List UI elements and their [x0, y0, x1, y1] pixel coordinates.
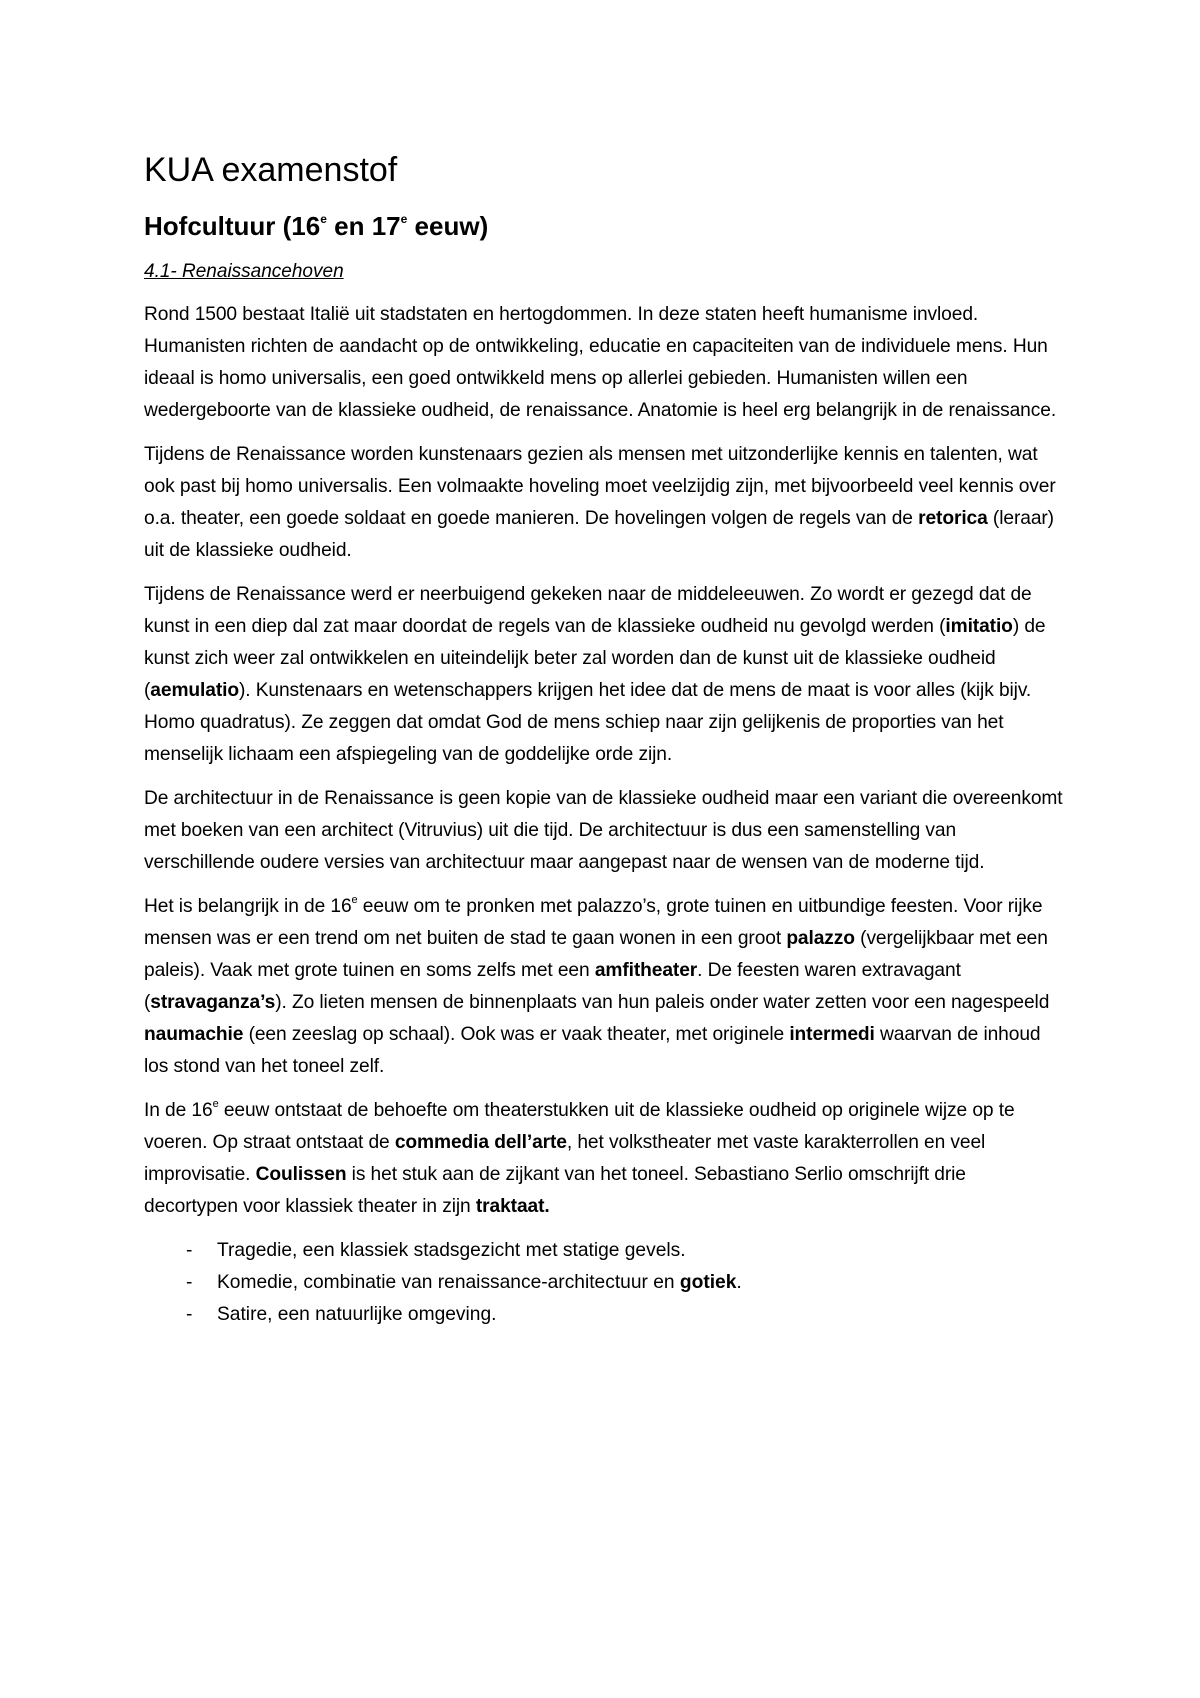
paragraph-5 — [144, 891, 1064, 1083]
text-run: . De feesten waren extravagant ( — [144, 959, 961, 1013]
superscript: e — [400, 211, 408, 226]
bold-term: gotiek — [679, 1271, 737, 1293]
bold-term: aemulatio — [150, 679, 239, 701]
section-title-part: en 17 — [326, 210, 401, 241]
bold-term: amfitheater — [594, 959, 698, 981]
subsection-title: 4.1- Renaissancehoven — [144, 260, 344, 282]
text-run: (vergelijkbaar met een paleis). Vaak met grote tuinen en soms zelfs met een — [144, 927, 1048, 981]
dash-bullet: - — [186, 1303, 193, 1325]
section-title-part: Hofcultuur (16 — [144, 210, 321, 241]
paragraph-3 — [144, 579, 1064, 771]
list-item — [144, 1299, 1064, 1331]
list-item-text: Satire, een natuurlijke omgeving. — [217, 1303, 497, 1325]
section-title — [144, 211, 1064, 242]
text-run: eeuw ontstaat de behoefte om theaterstukken uit de klassieke oudheid op originele wijze op te voeren. Op straat ontstaat de — [144, 1099, 1015, 1153]
bold-term: commedia dell’arte — [394, 1131, 567, 1153]
text-run: In de 16 — [144, 1099, 213, 1121]
bold-term: stravaganza’s — [150, 991, 276, 1013]
list-item — [144, 1267, 1064, 1299]
superscript: e — [320, 211, 327, 226]
dash-bullet: - — [186, 1271, 193, 1293]
text-run: Tijdens de Renaissance worden kunstenaars gezien als mensen met uitzonderlijke kennis en talenten, wat ook past bij homo universalis. Een volmaakte hoveling moet veelzijdig zijn, met bijvoorbeeld veel kennis over o.a. theater, een goede soldaat en goede manieren. De hovelingen volgen de regels van de — [144, 443, 1056, 529]
list-item-text: . — [736, 1271, 742, 1293]
text-run: waarvan de inhoud los stond van het toneel zelf. — [144, 1023, 1041, 1077]
list-item-text: Tragedie, een klassiek stadsgezicht met statige gevels. — [217, 1239, 686, 1261]
text-run: eeuw om te pronken met palazzo’s, grote tuinen en uitbundige feesten. Voor rijke mensen was er een trend om net buiten de stad te gaan wonen in een groot — [144, 895, 1043, 949]
text-run: Het is belangrijk in de 16 — [144, 895, 352, 917]
bold-term: palazzo — [786, 927, 855, 949]
text-run: is het stuk aan de zijkant van het toneel. Sebastiano Serlio omschrijft drie decortypen voor klassiek theater in zijn — [144, 1163, 966, 1217]
paragraph-6 — [144, 1095, 1064, 1223]
document-title: KUA examenstof — [144, 151, 398, 189]
bold-term: imitatio — [945, 615, 1013, 637]
text-run: (leraar) uit de klassieke oudheid. — [144, 507, 1054, 561]
document-page — [144, 150, 1064, 1331]
text-run: ). Zo lieten mensen de binnenplaats van hun paleis onder water zetten voor een nagespeeld — [275, 991, 1050, 1013]
text-run: ) de kunst zich weer zal ontwikkelen en uiteindelijk beter zal worden dan de kunst uit de klassieke oudheid ( — [144, 615, 1046, 701]
paragraph-1: Rond 1500 bestaat Italië uit stadstaten en hertogdommen. In deze staten heeft humanisme invloed. Humanisten richten de aandacht op de ontwikkeling, educatie en capaciteiten van de individuele mens. Hun ideaal is homo universalis, een goed ontwikkeld mens op allerlei gebieden. Humanisten willen een wedergeboorte van de klassieke oudheid, de renaissance. Anatomie is heel erg belangrijk in de renaissance. — [144, 303, 1057, 421]
text-run: ). Kunstenaars en wetenschappers krijgen het idee dat de mens de maat is voor alles (kijk bijv. Homo quadratus). Ze zeggen dat omdat God de mens schiep naar zijn gelijkenis de proporties van het menselijk lichaam een afspiegeling van de goddelijke orde zijn. — [144, 679, 1032, 765]
dash-bullet: - — [186, 1239, 193, 1261]
paragraph-4: De architectuur in de Renaissance is geen kopie van de klassieke oudheid maar een variant die overeenkomt met boeken van een architect (Vitruvius) uit die tijd. De architectuur is dus een samenstelling van verschillende oudere versies van architectuur maar aangepast naar de wensen van de moderne tijd. — [144, 787, 1063, 873]
bold-term: traktaat. — [475, 1195, 550, 1217]
bold-term: retorica — [918, 507, 988, 529]
superscript: e — [212, 1097, 219, 1110]
list-item-text: Komedie, combinatie van renaissance-architectuur en — [217, 1271, 680, 1293]
bold-term: Coulissen — [255, 1163, 347, 1185]
decor-types-list — [144, 1235, 1064, 1331]
text-run: , het volkstheater met vaste karakterrollen en veel improvisatie. — [144, 1131, 986, 1185]
text-run: Tijdens de Renaissance werd er neerbuigend gekeken naar de middeleeuwen. Zo wordt er gezegd dat de kunst in een diep dal zat maar doordat de regels van de klassieke oudheid nu gevolgd werden ( — [144, 583, 1032, 637]
text-run: (een zeeslag op schaal). Ook was er vaak theater, met originele — [243, 1023, 790, 1045]
list-item — [144, 1235, 1064, 1267]
paragraph-2 — [144, 439, 1064, 567]
superscript: e — [351, 893, 358, 906]
bold-term: naumachie — [144, 1023, 244, 1045]
bold-term: intermedi — [789, 1023, 875, 1045]
section-title-part: eeuw) — [407, 210, 489, 241]
